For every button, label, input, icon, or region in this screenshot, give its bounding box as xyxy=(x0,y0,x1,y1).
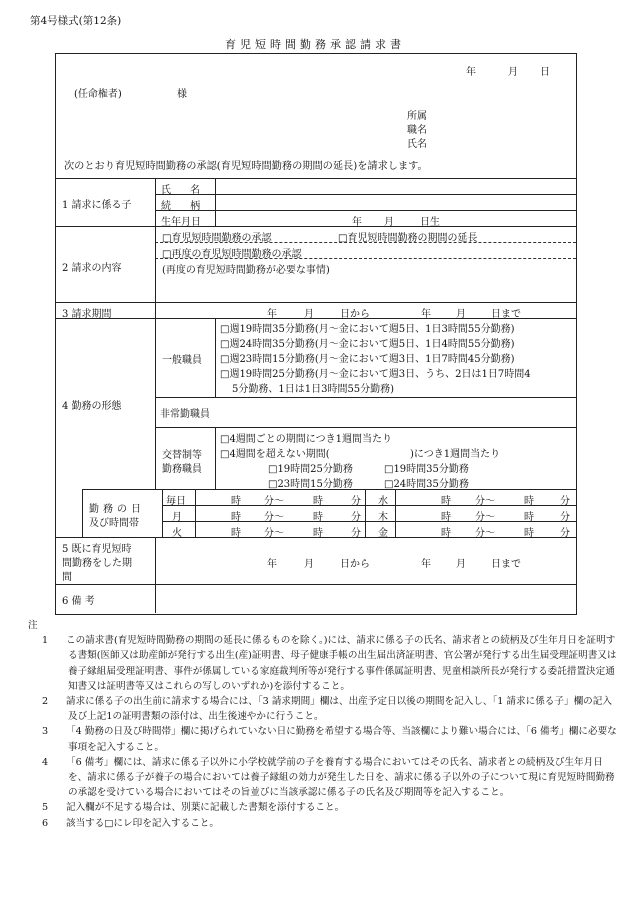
day-tuesday: 火 xyxy=(172,528,182,539)
time-minute-from: 分～ xyxy=(264,496,284,507)
rule xyxy=(55,302,576,303)
time-hour: 時 xyxy=(313,528,323,539)
past-day-to: 日まで xyxy=(491,559,521,570)
appointer-honorific: 様 xyxy=(177,89,187,100)
time-minute-to: 分 xyxy=(560,496,570,507)
day-everyday: 毎日 xyxy=(166,496,186,507)
period-year-from: 年 xyxy=(267,309,277,320)
shift-option-1935[interactable]: □19時間35分勤務 xyxy=(384,464,469,475)
rule xyxy=(55,584,576,585)
schedule-label-2: 及び時間帯 xyxy=(89,518,139,529)
period-day-from: 日から xyxy=(340,309,370,320)
time-minute-to: 分 xyxy=(560,512,570,523)
rule xyxy=(55,178,576,179)
column-divider xyxy=(155,178,156,489)
time-hour: 時 xyxy=(441,496,451,507)
past-day-from: 日から xyxy=(340,559,370,570)
shift-option-period-tail: )につき1週間当たり xyxy=(410,449,501,460)
time-minute-from: 分～ xyxy=(264,528,284,539)
note-item: 2 請求に係る子の出生前に請求する場合には、「3 請求期間」欄は、出産予定日以後の期間を記入し、「1 請求に係る子」欄の記入及び上記1の証明書類の添付は、出生後速やかに行うこと。 xyxy=(42,696,612,723)
time-minute-to: 分 xyxy=(560,528,570,539)
time-hour: 時 xyxy=(231,528,241,539)
time-minute-to: 分 xyxy=(351,496,361,507)
schedule-label-1: 勤務の日 xyxy=(89,504,145,515)
shift-option-4week[interactable]: □4週間ごとの期間につき1週間当たり xyxy=(220,434,392,445)
column-divider xyxy=(215,318,216,397)
time-hour: 時 xyxy=(524,512,534,523)
general-option-2[interactable]: □週24時間35分勤務(月～金において週5日、1日4時間55分勤務) xyxy=(220,339,515,350)
general-option-4[interactable]: □週19時間25分勤務(月～金において週3日、うち、2日は1日7時間4 xyxy=(220,369,531,380)
column-divider xyxy=(82,489,83,537)
time-hour: 時 xyxy=(524,496,534,507)
general-staff-label: 一般職員 xyxy=(162,355,202,366)
time-hour: 時 xyxy=(231,512,241,523)
column-divider xyxy=(215,427,216,489)
note-item: 5 記入欄が不足する場合は、別葉に記載した書類を添付すること。 xyxy=(42,802,345,814)
note-item: 6 該当する□にレ印を記入すること。 xyxy=(42,817,219,829)
time-minute-to: 分 xyxy=(351,512,361,523)
column-divider xyxy=(155,537,156,613)
shift-option-period[interactable]: □4週間を超えない期間( xyxy=(220,449,330,460)
time-hour: 時 xyxy=(313,512,323,523)
section6-label: 6 備 考 xyxy=(62,596,95,607)
time-hour: 時 xyxy=(441,512,451,523)
period-year-to: 年 xyxy=(421,309,431,320)
past-year-to: 年 xyxy=(421,559,431,570)
child-birth-label: 生年月日 xyxy=(161,217,201,228)
rule xyxy=(155,427,576,428)
time-hour: 時 xyxy=(441,528,451,539)
time-minute-to: 分 xyxy=(351,528,361,539)
note-item: 1 この請求書(育児短時間勤務の期間の延長に係るものを除く。)には、請求に係る子の氏名、請求者との続柄及び生年月日を証明する書類(医師又は助産師が発行する出生(産)証明書、母子健康手帳の出生届出済証明書、官公署が発行する出生届受理証明書又は養子縁組届受理証明書、事件が係属している家庭裁判所等が発行する事件係属証明書、児童相談所長が発行する委託措置決定通知書又は証明書等又はこれらの写しのいずれか)を添付すること。 xyxy=(42,635,617,692)
shift-option-2435[interactable]: □24時間35分勤務 xyxy=(384,479,469,490)
option-extension[interactable]: □育児短時間勤務の期間の延長 xyxy=(338,233,478,244)
section1-label: 1 請求に係る子 xyxy=(62,200,132,211)
notes xyxy=(28,618,618,831)
past-year-from: 年 xyxy=(267,559,277,570)
column-divider xyxy=(395,489,396,537)
time-minute-from: 分～ xyxy=(475,512,495,523)
column-divider xyxy=(215,178,216,226)
part-time-staff-label: 非常勤職員 xyxy=(160,409,210,420)
section5-label-1: 5 既に育児短時 xyxy=(62,544,132,555)
rule xyxy=(155,397,576,398)
birth-day: 日生 xyxy=(420,217,440,228)
option-reapproval[interactable]: □再度の育児短時間勤務の承認 xyxy=(162,249,302,260)
shift-staff-label-1: 交替制等 xyxy=(162,450,202,461)
page-title: 育児短時間勤務承認請求書 xyxy=(225,38,405,51)
time-hour: 時 xyxy=(231,496,241,507)
general-option-3[interactable]: □週23時間15分勤務(月～金において週3日、1日7時間45分勤務) xyxy=(220,354,515,365)
rule xyxy=(162,505,576,506)
rule xyxy=(162,521,576,522)
shift-option-2315[interactable]: □23時間15分勤務 xyxy=(268,479,353,490)
child-relation-label: 続 柄 xyxy=(161,201,209,212)
position-label: 職名 xyxy=(407,125,427,136)
time-minute-from: 分～ xyxy=(475,496,495,507)
note-item: 3 「4 勤務の日及び時間帯」欄に掲げられていない日に勤務を希望する場合等、当該欄により難い場合には、「6 備考」欄に必要な事項を記入すること。 xyxy=(42,726,617,753)
birth-month: 月 xyxy=(384,217,394,228)
shift-staff-label-2: 勤務職員 xyxy=(162,464,202,475)
rule xyxy=(155,194,576,195)
date-month: 月 xyxy=(508,67,518,78)
column-divider xyxy=(195,489,196,537)
reapproval-reason-label: (再度の育児短時間勤務が必要な事情) xyxy=(162,265,330,276)
affiliation-label: 所属 xyxy=(407,111,427,122)
appointer-label: (任命権者) xyxy=(74,89,122,100)
shift-option-1925[interactable]: □19時間25分勤務 xyxy=(268,464,353,475)
day-friday: 金 xyxy=(378,528,388,539)
past-month-to: 月 xyxy=(456,559,466,570)
day-wednesday: 水 xyxy=(378,496,388,507)
past-month-from: 月 xyxy=(304,559,314,570)
column-divider xyxy=(162,489,163,537)
general-option-4-cont: 5分勤務、1日は1日3時間55分勤務) xyxy=(232,384,395,395)
period-month-to: 月 xyxy=(456,309,466,320)
birth-year: 年 xyxy=(352,217,362,228)
form-number: 第4号様式(第12条) xyxy=(30,15,122,27)
section5-label-3: 間 xyxy=(62,572,72,583)
time-minute-from: 分～ xyxy=(264,512,284,523)
child-name-label: 氏 名 xyxy=(161,185,209,196)
time-hour: 時 xyxy=(313,496,323,507)
period-month-from: 月 xyxy=(304,309,314,320)
section2-label: 2 請求の内容 xyxy=(62,263,122,274)
time-hour: 時 xyxy=(524,528,534,539)
day-thursday: 木 xyxy=(378,512,388,523)
general-option-1[interactable]: □週19時間35分勤務(月～金において週5日、1日3時間55分勤務) xyxy=(220,324,515,335)
time-minute-from: 分～ xyxy=(475,528,495,539)
section5-label-2: 間勤務をした期 xyxy=(62,558,132,569)
notes-heading: 注 xyxy=(28,620,38,631)
date-year: 年 xyxy=(466,67,476,78)
date-day: 日 xyxy=(540,67,550,78)
name-label: 氏名 xyxy=(407,139,427,150)
column-divider xyxy=(365,489,366,537)
rule xyxy=(155,210,576,211)
day-monday: 月 xyxy=(172,512,182,523)
intro-text: 次のとおり育児短時間勤務の承認(育児短時間勤務の期間の延長)を請求します。 xyxy=(64,161,428,172)
section4-label: 4 勤務の形態 xyxy=(62,401,122,412)
section3-label: 3 請求期間 xyxy=(62,309,112,320)
rule xyxy=(55,226,576,227)
option-approval[interactable]: □育児短時間勤務の承認 xyxy=(162,233,272,244)
note-item: 4 「6 備考」欄には、請求に係る子以外に小学校就学前の子を養育する場合においてはその氏名、請求者との続柄及び生年月日を、請求に係る子が養子の場合においては養子縁組の効力が発生した日を、請求に係る子以外の子について現に育児短時間勤務の承認を受けている場合においてはその旨並びに当該承認に係る子の氏名及び期間等を記入すること。 xyxy=(42,756,615,799)
period-day-to: 日まで xyxy=(491,309,521,320)
